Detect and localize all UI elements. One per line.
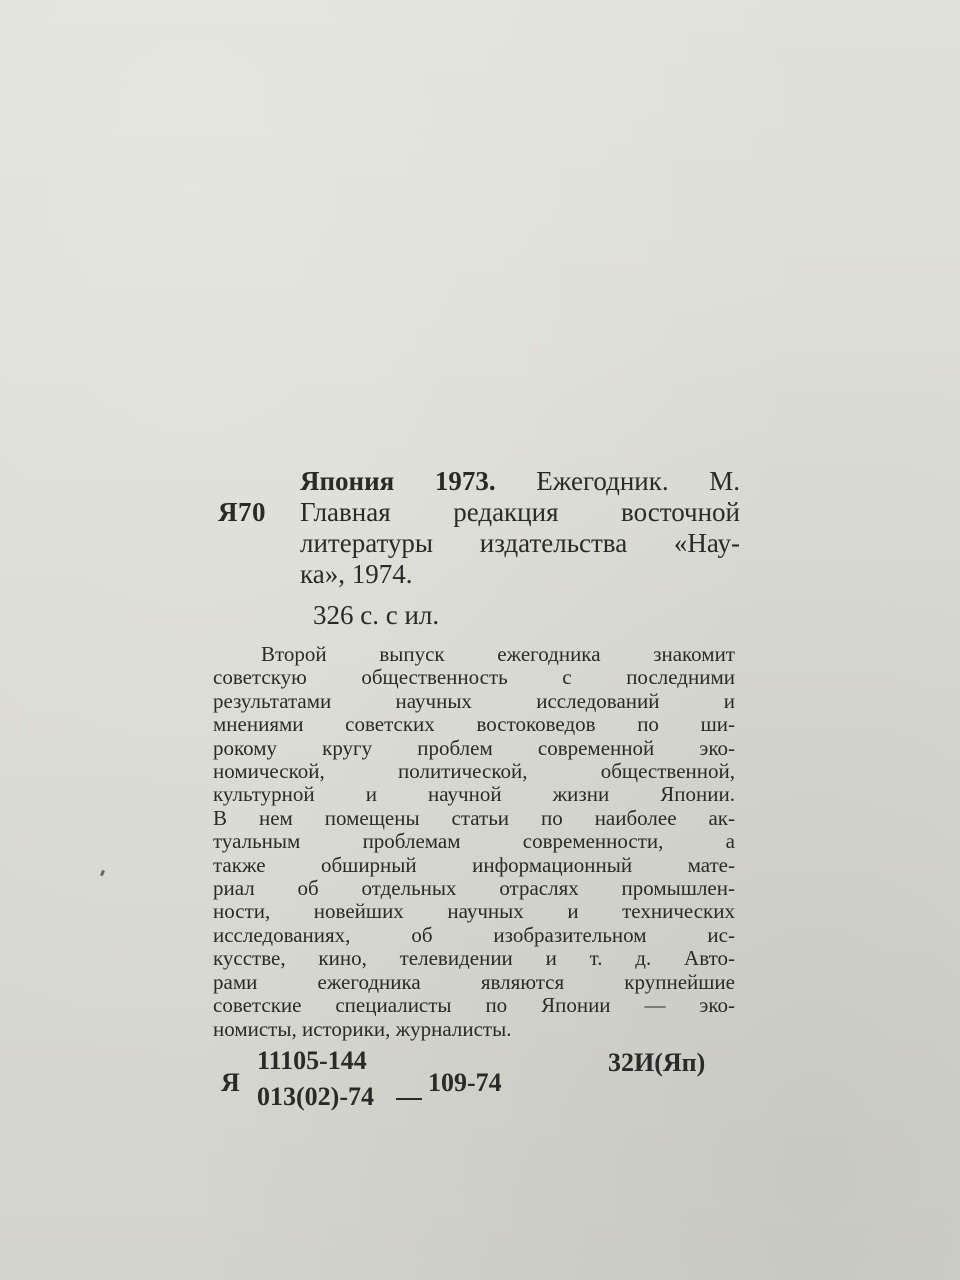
book-title: Япония 1973. [300, 466, 496, 496]
code-dash [396, 1098, 422, 1100]
abstract-line: советские специалисты по Японии — эко- [213, 994, 735, 1018]
catalog-index: Я70 [218, 497, 266, 527]
abstract-line: советскую общественность с последними [213, 666, 735, 690]
abstract-line: культурной и научной жизни Японии. [213, 783, 735, 807]
bibliographic-entry [300, 466, 740, 590]
title-line [300, 466, 740, 497]
code-letter: Я [221, 1068, 240, 1097]
abstract-line: кусстве, кино, телевидении и т. д. Авто- [213, 947, 735, 971]
paper-speck [100, 870, 105, 877]
code-denominator: 013(02)-74 [257, 1082, 374, 1111]
abstract-line: рокому кругу проблем современной эко- [213, 736, 735, 760]
title-line-text: Ежегодник. М. [495, 466, 740, 496]
code-numerator: 11105-144 [257, 1046, 367, 1075]
classification-code: 32И(Яп) [608, 1048, 706, 1077]
abstract-line: Второй выпуск ежегодника знакомит [261, 643, 735, 666]
abstract [213, 643, 735, 1041]
abstract-line: номисты, историки, журналисты. [213, 1017, 512, 1041]
title-line: ка», 1974. [300, 559, 413, 589]
page-count: 326 с. с ил. [313, 600, 440, 630]
abstract-line: рами ежегодника являются крупнейшие [213, 970, 735, 994]
abstract-line: также обширный информационный мате- [213, 853, 735, 877]
title-line: Главная редакция восточной [300, 497, 740, 527]
code-suffix: 109-74 [428, 1068, 502, 1097]
abstract-line: В нем помещены статьи по наиболее ак- [213, 806, 735, 830]
abstract-line: туальным проблемам современности, а [213, 830, 735, 854]
abstract-line: результатами научных исследований и [213, 689, 735, 713]
abstract-line: номической, политической, общественной, [213, 760, 735, 784]
abstract-line: риал об отдельных отраслях промышлен- [213, 877, 735, 901]
abstract-line: мнениями советских востоковедов по ши- [213, 713, 735, 737]
abstract-line: исследованиях, об изобразительном ис- [213, 923, 735, 947]
abstract-line: ности, новейших научных и технических [213, 900, 735, 924]
title-line: литературы издательства «Нау- [300, 528, 740, 558]
